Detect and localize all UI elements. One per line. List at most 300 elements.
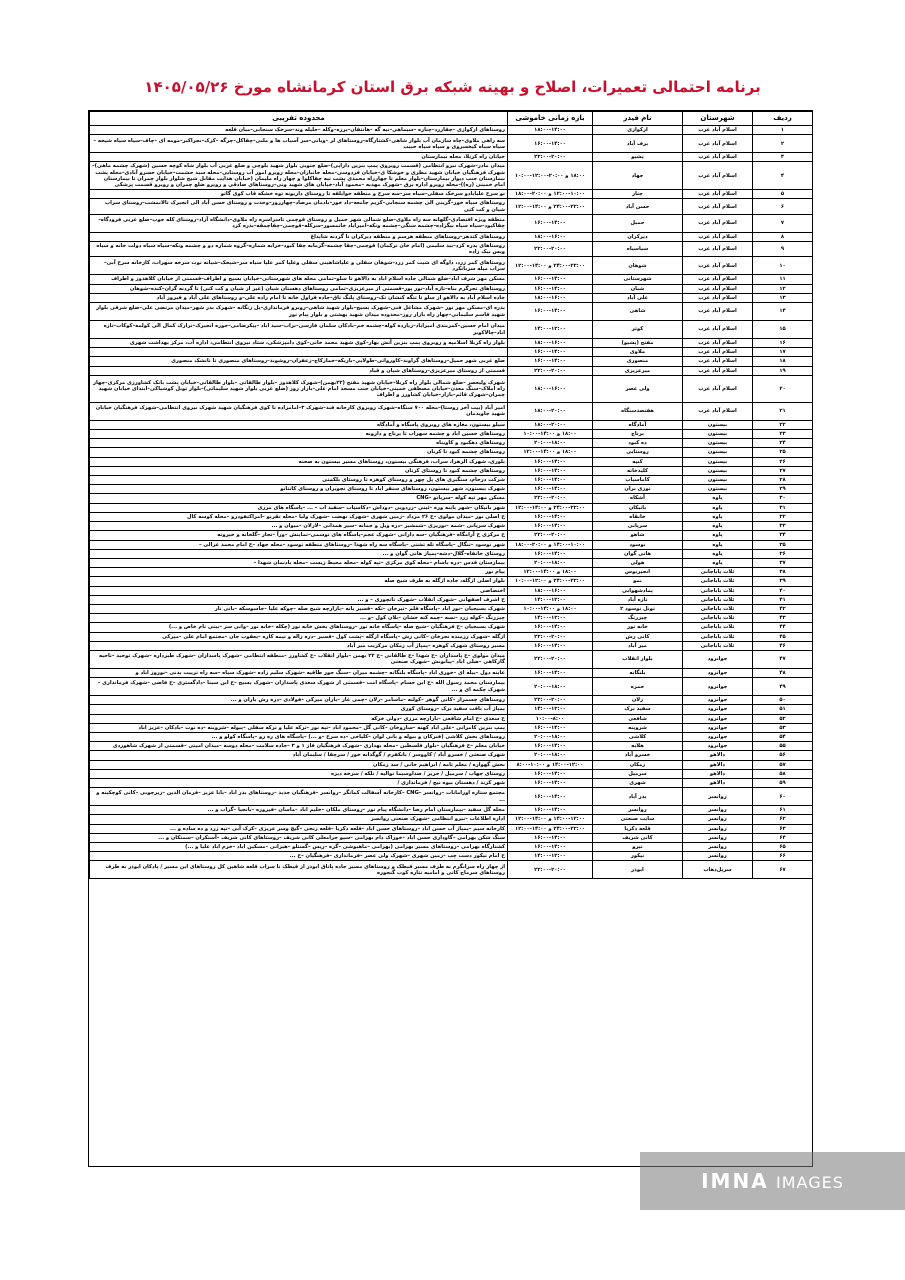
cell-city: بیستون xyxy=(683,476,753,485)
cell-outage-time: ۱۸:۰۰-۱۶:۰۰ xyxy=(508,293,593,302)
cell-row-number: ۵۳ xyxy=(753,723,813,732)
cell-feeder: شیان xyxy=(593,284,683,293)
cell-outage-time: ۱۶:۰۰-۱۴:۰۰ xyxy=(508,214,593,232)
table-row xyxy=(90,430,813,439)
cell-outage-time: ۱۶:۰۰-۱۴:۰۰ xyxy=(508,485,593,494)
table-row xyxy=(90,199,813,214)
cell-row-number: ۱۰ xyxy=(753,257,813,275)
cell-row-number: ۲۶ xyxy=(753,457,813,466)
cell-feeder: بمو xyxy=(593,577,683,586)
cell-area xyxy=(90,348,508,357)
cell-feeder: نیرو xyxy=(593,842,683,851)
table-row xyxy=(90,402,813,420)
cell-area: مجتمع ستاره اورامانات –روانسر –CNG –کارخانه آسفالت کمانگر –روانسر –فرهنگیان جدید –روستاهای بدر اباد –بابا عزیز –فرمان الدین –زیرجوبی –کانی کوچکینه و ... xyxy=(90,788,508,806)
cell-row-number: ۳۷ xyxy=(753,558,813,567)
cell-city: جوانرود xyxy=(683,723,753,732)
table-row xyxy=(90,696,813,705)
cell-city: ثلاث باباجانی xyxy=(683,577,753,586)
cell-area: روستای خانقاه–گلال–دشه–پمپاژ هانی گوان و ... xyxy=(90,549,508,558)
cell-area: خ سعدی –خ امام شافعی –بازارچه مرزی –دولی خرکه xyxy=(90,714,508,723)
table-row xyxy=(90,714,813,723)
cell-row-number: ۱۳ xyxy=(753,293,813,302)
cell-city: بیستون xyxy=(683,430,753,439)
cell-city: پاوه xyxy=(683,540,753,549)
table-row xyxy=(90,126,813,135)
cell-city: اسلام آباد غرب xyxy=(683,126,753,135)
cell-row-number: ۱۷ xyxy=(753,348,813,357)
cell-row-number: ۱۵ xyxy=(753,321,813,339)
cell-outage-time: ۲۲:۰۰-۲۰:۰۰ xyxy=(508,494,593,503)
cell-area: ازگله –شهرک رزمنده نجرخان –کانی رش –پاسگاه ازگله –پشت کول –قسیر –دره زاله و تیمه کاره –یعقوب جان –مجتمع امام علی –میرکی xyxy=(90,632,508,641)
cell-city: اسلام آباد غرب xyxy=(683,162,753,190)
cell-city: اسلام آباد غرب xyxy=(683,303,753,321)
cell-outage-time: ۲۰:۰۰-۱۸:۰۰ xyxy=(508,678,593,696)
cell-outage-time: ۱۸:۰۰-۱۶:۰۰ xyxy=(508,339,593,348)
cell-outage-time: ۲۴:۰۰-۲۲:۰۰ و ۱۲:۰۰-۱۰:۰۰ xyxy=(508,577,593,586)
cell-outage-time: ۱۸:۰۰ و ۲۰:۰۰-۱۲:۰۰-۱۰:۰۰ xyxy=(508,162,593,190)
cell-outage-time: ۱۶:۰۰-۱۴:۰۰ xyxy=(508,723,593,732)
table-row xyxy=(90,190,813,199)
table-row xyxy=(90,568,813,577)
cell-feeder: میر آباد xyxy=(593,641,683,650)
cell-feeder: روانسر xyxy=(593,806,683,815)
cell-area: خ مرکزی خ آرامگاه –فرهنگیان –سه دارانی –شهرک عجم–پاسگاه های نوسمی–نماینش –ورآ –نجار –گلخانه و خیرونه xyxy=(90,531,508,540)
cell-feeder: کاماسیاب xyxy=(593,476,683,485)
cell-outage-time: ۱۸:۰۰ و ۱۴:۰۰-۱۲:۰۰ xyxy=(508,448,593,457)
cell-outage-time: ۱۴:۰۰-۱۲:۰۰ xyxy=(508,705,593,714)
cell-outage-time: ۱۶:۰۰-۱۴:۰۰ xyxy=(508,457,593,466)
cell-feeder: جهاد xyxy=(593,162,683,190)
cell-feeder: کوثر xyxy=(593,321,683,339)
table-row xyxy=(90,742,813,751)
cell-outage-time: ۱۶:۰۰-۱۴:۰۰ xyxy=(508,275,593,284)
table-row xyxy=(90,678,813,696)
cell-feeder: روستایی xyxy=(593,448,683,457)
watermark-brand: IMNA xyxy=(701,1169,769,1193)
header-city: شهرستان xyxy=(683,112,753,126)
cell-city: ثلاث باباجانی xyxy=(683,604,753,613)
cell-area: شهر نوسود –تنگال –پاسگاه تله تشتی –پاسگاه سه راه شهدا –روستاهای منطقه نوسود –محله جهاد –خ امام محمد غزالی – xyxy=(90,540,508,549)
cell-row-number: ۵۹ xyxy=(753,778,813,787)
cell-outage-time: ۱۶:۰۰-۱۴:۰۰ xyxy=(508,357,593,366)
cell-row-number: ۱۹ xyxy=(753,366,813,375)
cell-feeder: بلنگانه xyxy=(593,668,683,677)
cell-city: جوانرود xyxy=(683,732,753,741)
table-row xyxy=(90,705,813,714)
cell-city: پاوه xyxy=(683,503,753,512)
cell-city: روانسر xyxy=(683,842,753,851)
cell-area: روستاهای کمر زرد، داوگه ای شیت کمر زرد–شوهان سفلی و علیاشاهینی سفلی وعلیا کمر علیا سیاه سر–شیخک–شیانه نوت سرخه سهراب، کارخانه سرخ آبی–سراب میله سربانکرد xyxy=(90,257,508,275)
cell-city: دالاهو xyxy=(683,778,753,787)
cell-city: دالاهو xyxy=(683,760,753,769)
cell-feeder: سرپانی xyxy=(593,522,683,531)
cell-city: بیستون xyxy=(683,466,753,475)
cell-row-number: ۲۲ xyxy=(753,420,813,429)
table-row xyxy=(90,494,813,503)
table-row xyxy=(90,153,813,162)
table-row xyxy=(90,549,813,558)
cell-feeder: شهری xyxy=(593,778,683,787)
cell-area: روستای چهاب / سرمیل / حریر / صداوسیما توالیه / تلکه / سرخه دیزه xyxy=(90,769,508,778)
cell-feeder: پشیو xyxy=(593,153,683,162)
table-row xyxy=(90,650,813,668)
cell-city: بیستون xyxy=(683,420,753,429)
cell-feeder: برناج xyxy=(593,430,683,439)
table-row xyxy=(90,632,813,641)
cell-outage-time: ۱۰:۰۰-۸:۰۰ xyxy=(508,714,593,723)
cell-feeder: کلیدخانه xyxy=(593,466,683,475)
cell-outage-time: ۲۲:۰۰-۲۰:۰۰ xyxy=(508,861,593,879)
cell-area: شهرک سرپانی –شمه –نوریزی –شمشیر –دره ویل و جمانه –سیر همدانی –لارلان –میوان و ... xyxy=(90,522,508,531)
cell-row-number: ۵۱ xyxy=(753,705,813,714)
table-row xyxy=(90,162,813,190)
cell-outage-time: ۲۲:۰۰-۲۰:۰۰ xyxy=(508,153,593,162)
table-row xyxy=(90,723,813,732)
document-title: برنامه احتمالی تعمیرات، اصلاح و بهینه شبکه برق استان کرمانشاه مورخ ۱۴۰۵/۰۵/۲۶ xyxy=(144,78,761,96)
cell-city: جوانرود xyxy=(683,678,753,696)
cell-area: روستاهای چشمه کبود تا کرنان xyxy=(90,448,508,457)
table-row xyxy=(90,614,813,623)
table-row xyxy=(90,540,813,549)
cell-outage-time: ۲۴:۰۰-۲۲:۰۰ و ۱۴:۰۰-۱۲:۰۰ xyxy=(508,824,593,833)
cell-outage-time: ۱۶:۰۰-۱۴:۰۰ xyxy=(508,788,593,806)
cell-row-number: ۹ xyxy=(753,242,813,257)
cell-feeder: ابوذر xyxy=(593,861,683,879)
cell-feeder: آمادگاه xyxy=(593,420,683,429)
cell-area: تو سرخ علیابادو سرخک سفلی–سیاه سر–سه سرخ و منطقه خوایلقه تا روستای داریونه توه خشکه قاب کوی گاتو xyxy=(90,190,508,199)
table-row xyxy=(90,788,813,806)
cell-feeder: کانی شریف xyxy=(593,833,683,842)
cell-city: بیستون xyxy=(683,439,753,448)
cell-outage-time: ۲۲:۰۰-۲۰:۰۰ xyxy=(508,366,593,375)
cell-city: جوانرود xyxy=(683,650,753,668)
cell-city: ثلاث باباجانی xyxy=(683,614,753,623)
cell-feeder: میرعزیزی xyxy=(593,366,683,375)
cell-outage-time: ۱۶:۰۰-۱۴:۰۰ xyxy=(508,549,593,558)
header-outage-time: بازه زمانی خاموشی xyxy=(508,112,593,126)
cell-row-number: ۱۶ xyxy=(753,339,813,348)
cell-feeder: خانقاه xyxy=(593,512,683,521)
cell-area: خیابان راه کربلا، محله بیمارستان xyxy=(90,153,508,162)
cell-area: میدان مولوی –خ پاسداران –خ شهدا –خ طالقانی –خ ۲۲ بهمن –بلوار انقلاب –خ کشاورز –منطقه انتظامی –شهرک پاسداران –شهرک طبرداره –شهرک توحید –ناحیه گاركاهی –صلى اباد –پیانونش –شهرک صنعتی xyxy=(90,650,508,668)
cell-city: ثلاث باباجانی xyxy=(683,641,753,650)
cell-row-number: ۳۸ xyxy=(753,568,813,577)
table-row xyxy=(90,512,813,521)
cell-row-number: ۴۹ xyxy=(753,678,813,696)
cell-row-number: ۳ xyxy=(753,153,813,162)
header-area: محدوده تقریبی xyxy=(90,112,508,126)
cell-row-number: ۶۳ xyxy=(753,824,813,833)
cell-outage-time: ۱۴:۰۰-۱۲:۰۰ xyxy=(508,852,593,861)
table-row xyxy=(90,420,813,429)
cell-row-number: ۲۹ xyxy=(753,485,813,494)
cell-city: اسلام آباد غرب xyxy=(683,339,753,348)
cell-area: امیر آباد (بیت آخر روستا)–محله ۷۰۰ ستگاه–شهرک رویروی کارخانه قند–شهرک ۳–امامزاده تا کوی فرهنگیان شهید شهرک نیروی انتظامی–شهرک فرهنگیان خیابان شهید جاویدمان xyxy=(90,402,508,420)
cell-row-number: ۴۱ xyxy=(753,595,813,604)
cell-city: ثلاث باباجانی xyxy=(683,568,753,577)
cell-outage-time: ۱۴:۰۰-۱۰:۰۰ و ۲۰:۰۰-۱۸:۰۰ xyxy=(508,540,593,549)
table-row xyxy=(90,861,813,879)
cell-feeder: تونل نوسود ۲ xyxy=(593,604,683,613)
table-row xyxy=(90,375,813,402)
cell-feeder: شافعی xyxy=(593,714,683,723)
cell-feeder: خانه نور xyxy=(593,623,683,632)
cell-area: روستاهای چسمراز –کانی گوهر –کولنه –ماسامر –زلان –چمی غار –باران میرکی –فولادی –دره رش باران و ... xyxy=(90,696,508,705)
cell-feeder: تازه آباد xyxy=(593,595,683,604)
cell-feeder: هفتصدستگاه xyxy=(593,402,683,420)
table-row xyxy=(90,339,813,348)
cell-city: ثلاث باباجانی xyxy=(683,595,753,604)
cell-outage-time: ۱۶:۰۰-۱۴:۰۰ xyxy=(508,512,593,521)
cell-area: مسیر روستای شهرک کوهره –پمپاژ آب زمکان مرکزیت میر آباد xyxy=(90,641,508,650)
cell-city: اسلام آباد غرب xyxy=(683,214,753,232)
cell-feeder: ارکوازی xyxy=(593,126,683,135)
cell-outage-time: ۱۶:۰۰-۱۴:۰۰ xyxy=(508,284,593,293)
watermark-suffix: IMAGES xyxy=(776,1173,844,1192)
cell-outage-time: ۱۶:۰۰-۱۴:۰۰ xyxy=(508,833,593,842)
table-row xyxy=(90,769,813,778)
cell-row-number: ۱۱ xyxy=(753,275,813,284)
table-row xyxy=(90,531,813,540)
cell-row-number: ۴۲ xyxy=(753,604,813,613)
cell-feeder: سیاسیاه xyxy=(593,242,683,257)
cell-row-number: ۵ xyxy=(753,190,813,199)
cell-row-number: ۲۵ xyxy=(753,448,813,457)
cell-area: عابنه دول –بیله ای –خوری اباد –پاسگاه بلنگانه –چشمه میران –سنگ جور طاقیه –شهرک سلیم زاده –شهرک سیاه –سه راه تربیت بدنی –نوروز اباد و xyxy=(90,668,508,677)
table-row xyxy=(90,522,813,531)
cell-city: اسلام آباد غرب xyxy=(683,357,753,366)
cell-outage-time: ۲۲:۰۰-۲۰:۰۰ xyxy=(508,632,593,641)
cell-area: سنگ شکن بهرامی –گاوداری حسن اباد –خوراک دام بهرامی –سپو جرامعلی کانی شریف –روستاهای کانی شریف –آسنکران –سمتکان و ... xyxy=(90,833,508,842)
cell-feeder: ده کبود xyxy=(593,439,683,448)
cell-row-number: ۲۸ xyxy=(753,476,813,485)
cell-area: شهرک بیستون، شهر بیستون، روستاهای سنقر اباد تا روستای نجوبران و روستای کانتانو xyxy=(90,485,508,494)
cell-city: روانسر xyxy=(683,788,753,806)
table-row xyxy=(90,577,813,586)
cell-area: شهرک بسیجیان –نور اباد –پاسگاه قلم –تیرخان –تکه –قسیر بانه –بازارچه شیخ صله –چوکه عليا –جاسوسکه –بانی نار xyxy=(90,604,508,613)
cell-feeder: شاهو xyxy=(593,531,683,540)
cell-row-number: ۸ xyxy=(753,232,813,241)
cell-outage-time: ۲۲:۰۰-۲۰:۰۰ xyxy=(508,650,593,668)
table-row xyxy=(90,751,813,760)
cell-outage-time: ۲۰:۰۰-۱۸:۰۰ xyxy=(508,751,593,760)
cell-area: روستاهای بدره کرد–بید سلیمی (امام خان ترکمان) قوچمی–چقا چشمه–گرمابه چقا کبود–خرابه شماره–گروه شماره دو و چشمه ونکه–سیاه سیاه دولت خانه و سیاه ویس بیک زاده xyxy=(90,242,508,257)
cell-outage-time: ۱۶:۰۰-۱۴:۰۰ xyxy=(508,842,593,851)
cell-row-number: ۴۶ xyxy=(753,641,813,650)
cell-feeder: حمیل xyxy=(593,214,683,232)
cell-feeder: حسن آباد xyxy=(593,199,683,214)
cell-row-number: ۳۹ xyxy=(753,577,813,586)
cell-feeder: هلایه xyxy=(593,742,683,751)
cell-area: محله گل سفید –بیمارستان امام رضا –دانشگاه پیام نور –روستای ملکان –خلیم اباد –ماسان –فیروزه –بانجیا –گراب و ... xyxy=(90,806,508,815)
cell-row-number: ۲ xyxy=(753,135,813,153)
cell-feeder: منصوری xyxy=(593,357,683,366)
table-row xyxy=(90,439,813,448)
cell-row-number: ۶۷ xyxy=(753,861,813,879)
cell-city: سرپل‌ذهاب xyxy=(683,861,753,879)
table-row xyxy=(90,604,813,613)
cell-outage-time: ۲۴:۰۰-۲۲:۰۰ و ۱۴:۰۰-۱۲:۰۰ xyxy=(508,503,593,512)
cell-outage-time: ۱۶:۰۰-۱۴:۰۰ xyxy=(508,778,593,787)
cell-area: روستاهای سیاه خور–گرینی الی چشمه سنجابی–کریم جامعه–داد خور–بادمان مرصاد–چهارزور–وحدت و روستای حسن آباد الی انجیرک تالانمشت–روستای سراب شیان و کت کنی xyxy=(90,199,508,214)
cell-row-number: ۶۱ xyxy=(753,806,813,815)
outage-schedule-table xyxy=(89,111,813,879)
cell-area: پمپ بنزین کامرانی –علی اباد کهنه –ساروخان –کانی گل –محمود اباد –تپه نور –ترکه عليا و ترکه سفلی –بیوله –شروینه –ده نوت –بادکان –عزیز اباد xyxy=(90,723,508,732)
cell-area: خ اشرف اصفهانی –شهرک انقلاب –شهرک تاتچوری – و ... xyxy=(90,595,508,604)
cell-outage-time: ۱۶:۰۰-۱۴:۰۰ xyxy=(508,522,593,531)
cell-area: جاده اسلام آباد به دالاهو از سلو تا تنگه کنشان تک–روستای پلنگ تاق–جاده قراول خانه تا امام زاده علی–و روستاهای علی آباد و فیروز آباد xyxy=(90,293,508,302)
cell-row-number: ۱ xyxy=(753,126,813,135)
cell-feeder: حمزه xyxy=(593,678,683,696)
cell-city: اسلام آباد غرب xyxy=(683,366,753,375)
cell-area: میدان مادر–شهرک نیرو انتظامی (قسمت رویروی پمپ بنزین دارایی)–ضلع جنوبی بلوار شهید بلوچی و ضلع غربی آب بلوار شاه کوچه حسین (شهرک چشمه ماهی)–شهرک فرهنگیان خیابان شهید مطری و خوشکا ی–خیابان فردوسی–محله جانبازان–محله رویرو امور آب روستایی–محله سید حشمت–خیابان خسرو آبادی–محله پشت بیمارستان جنب دیوار بیمارستان–بلوار معلم تا چهارراه محمدی پشت تپه چقاکلوا و چهار راه ملیمان (خیابان هدایت مقابل شیخ شلوار بلوار چمران تا بیمارستان امام خمینی (ره))–محله رویرو اداره برق –شهرک مهدیه –محمود آباد–خیابان های شهید ونی–روستاهای صادقی و رویرو ضلع چمران و رویرو قسمت پزشکی xyxy=(90,162,508,190)
outage-table-container xyxy=(88,110,813,1167)
cell-outage-time: ۱۸:۰۰-۱۶:۰۰ xyxy=(508,375,593,402)
cell-row-number: ۴۰ xyxy=(753,586,813,595)
cell-city: جوانرود xyxy=(683,696,753,705)
cell-area: خ امام نیکور دست چپ –زمین شهری –شهرک ولی عصر –فرمانداری –فرهنگیان –خ ... xyxy=(90,852,508,861)
cell-area: پمپاژ آب بافت سفید برک –روستای کوری xyxy=(90,705,508,714)
cell-outage-time: ۲۴:۰۰-۲۲:۰۰ و ۱۴:۰۰-۱۲:۰۰ xyxy=(508,199,593,214)
table-row xyxy=(90,321,813,339)
table-row xyxy=(90,135,813,153)
cell-city: اسلام آباد غرب xyxy=(683,321,753,339)
cell-outage-time: ۱۶:۰۰-۱۴:۰۰ xyxy=(508,769,593,778)
cell-outage-time: ۱۶:۰۰-۱۴:۰۰ xyxy=(508,641,593,650)
header-row-number: ردیف xyxy=(753,112,813,126)
cell-area: بیمارستان قدس –دره باسام –محله کوی مرکزی –تپه کوله –محله محیط زیست –محله بادنمان شهدا – xyxy=(90,558,508,567)
cell-outage-time: ۲۰:۰۰-۱۸:۰۰ xyxy=(508,558,593,567)
table-row xyxy=(90,833,813,842)
table-row xyxy=(90,357,813,366)
cell-outage-time: ۱۴:۰۰-۱۲:۰۰ xyxy=(508,321,593,339)
cell-area: شهر کرند / دهستان بیوه نیج / فرمانداری / xyxy=(90,778,508,787)
table-row xyxy=(90,806,813,815)
cell-row-number: ۵۶ xyxy=(753,751,813,760)
cell-city: روانسر xyxy=(683,815,753,824)
cell-feeder: شهرستانی xyxy=(593,275,683,284)
cell-area: بیمارستان محمد رسول الله –خ ابن حسام –پاسگاه امت –قسمتی از شهرک سعدی پاسداران –شهرک بسیج –خ ابن سینا –دادگستری –خ فاضی –شهرک فرمانداری –شهرک چکمه ای و ... xyxy=(90,678,508,696)
cell-area: خ اصلی نور –میدان مولوی –خ ۲۶ مرداد –زمین شهری –شهرک نهضت –شهرک ولیا –محله تقرنو –امراکنفودرو –محله کوسه کال xyxy=(90,512,508,521)
table-row xyxy=(90,595,813,604)
table-row xyxy=(90,641,813,650)
cell-row-number: ۴۸ xyxy=(753,668,813,677)
cell-area: ضلع غربی شهر حمیل–روستاهای گراوند–کاورواتی–طولابی–باریکه–خمازکاج–زعفران–روشوند–روستاهای منصوری تا تانشک منصوری xyxy=(90,357,508,366)
cell-city: اسلام آباد غرب xyxy=(683,257,753,275)
cell-row-number: ۶۰ xyxy=(753,788,813,806)
cell-row-number: ۴۵ xyxy=(753,632,813,641)
cell-area: شهرک صنعتی / خسرو آباد / کاووسر / بانکفرم / گوگدانه خور / سرچقا / سلیمان آباد xyxy=(90,751,508,760)
cell-area: بلوار راه کربلا اسلامیه و روبروی پمپ بنزین آتش بهار–کوی شهید محمد خانی–کوی دامپزشکی، ستاد نیروی انتظامی، اداره آب، مرکز بهداشت شهری xyxy=(90,339,508,348)
cell-feeder: ولی عصر xyxy=(593,375,683,402)
cell-city: اسلام آباد غرب xyxy=(683,242,753,257)
cell-area: روستاهای بخش کلاشی (فنرکان و بیوله و بانی لوان –کلیاخی –ده سرخ –و ...) –پاسگاه های ره رو –پاسگاه کولو و ... xyxy=(90,732,508,741)
cell-row-number: ۶۲ xyxy=(753,815,813,824)
cell-outage-time: ۱۸:۰۰-۲۰:۰۰ xyxy=(508,420,593,429)
cell-area: شهرک بسیجیان –خ فرهنگیان –شیخ صله –پاسگاه خانه نور –روستاهای بخش خانه نور (چکله –خانه نور –وانی سر –بینی نام خاص و ...) xyxy=(90,623,508,632)
cell-feeder: آشکاه xyxy=(593,494,683,503)
cell-area: سه راهی ملاوی–چاه سازمان آب بلوار شاهی–کشتارگاه–روستاهای لر –وبانی–سر آسیاب ها و ملتی–چقاکل–چرگه –کرک–نجراکبر–مومه ای –چاف–سیاه سیاه شیخه –سیاه سیاه کیخسروی و سیاه سیاه حبیب xyxy=(90,135,508,153)
cell-city: بیستون xyxy=(683,448,753,457)
table-row xyxy=(90,232,813,241)
table-row xyxy=(90,242,813,257)
cell-outage-time: ۱۲:۰۰-۱۰:۰۰ و ۲۰:۰۰-۱۸:۰۰ xyxy=(508,190,593,199)
cell-row-number: ۳۳ xyxy=(753,522,813,531)
cell-city: ثلاث باباجانی xyxy=(683,632,753,641)
cell-feeder: شاهی xyxy=(593,303,683,321)
cell-area: روستاهای چشمه کبود تا روستای کرنان xyxy=(90,466,508,475)
cell-city: اسلام آباد غرب xyxy=(683,375,753,402)
table-row xyxy=(90,275,813,284)
cell-row-number: ۴۴ xyxy=(753,623,813,632)
cell-city: اسلام آباد غرب xyxy=(683,402,753,420)
cell-feeder: برف آباد xyxy=(593,135,683,153)
cell-row-number: ۴۳ xyxy=(753,614,813,623)
cell-city: ثلاث باباجانی xyxy=(683,586,753,595)
cell-area: چیزرنگ –کوله زرد –نسه –چمه کنه خشان –بلان کول –و ... xyxy=(90,614,508,623)
cell-feeder: شوهان xyxy=(593,257,683,275)
cell-feeder: نیکور xyxy=(593,852,683,861)
cell-city: پاوه xyxy=(683,494,753,503)
cell-feeder: مفتح (پشیو) xyxy=(593,339,683,348)
cell-outage-time: ۱۸:۰۰-۱۶:۰۰ xyxy=(508,232,593,241)
cell-area: قسمتی از روستای میرعزیزی–روستاهای شیان و قباد xyxy=(90,366,508,375)
cell-feeder: کانی رش xyxy=(593,632,683,641)
cell-feeder: کلاشی xyxy=(593,732,683,741)
cell-outage-time: ۲۲:۰۰-۲۰:۰۰ xyxy=(508,696,593,705)
table-row xyxy=(90,815,813,824)
table-header-row xyxy=(90,112,813,126)
cell-outage-time: ۱۶:۰۰-۱۴:۰۰ xyxy=(508,623,593,632)
cell-row-number: ۷ xyxy=(753,214,813,232)
cell-area: از چهار راه سرابگرم به طرف مسیر قیطک و روستاهای مسیر جاده پاتاق ابوذر از قیطک تا سراب قلعه شاهین کل روستاهای این مسیر / پادکان ابوذر به طرف روستاهای سرماج کانی و امامیه نتاره کوب گنجوره xyxy=(90,861,508,879)
cell-outage-time: ۱۸:۰۰ و ۱۴:۰۰-۱۰:۰۰ xyxy=(508,430,593,439)
cell-city: ثلاث باباجانی xyxy=(683,623,753,632)
cell-outage-time: ۱۶:۰۰-۱۴:۰۰ xyxy=(508,668,593,677)
table-row xyxy=(90,257,813,275)
cell-city: دالاهو xyxy=(683,769,753,778)
cell-feeder: خسرو آباد xyxy=(593,751,683,760)
table-body xyxy=(90,126,813,879)
cell-city: جوانرود xyxy=(683,705,753,714)
cell-city: پاوه xyxy=(683,531,753,540)
cell-outage-time: ۱۸:۰۰ و ۱۴:۰۰-۱۰:۰۰ xyxy=(508,604,593,613)
cell-city: روانسر xyxy=(683,833,753,842)
cell-feeder: زلان xyxy=(593,696,683,705)
cell-feeder: سایت صنعتی xyxy=(593,815,683,824)
cell-feeder: چنار xyxy=(593,190,683,199)
cell-row-number: ۲۰ xyxy=(753,375,813,402)
cell-feeder: هولی xyxy=(593,558,683,567)
cell-outage-time: ۱۴:۰۰-۱۲:۰۰ xyxy=(508,595,593,604)
table-row xyxy=(90,842,813,851)
cell-city: دالاهو xyxy=(683,751,753,760)
cell-row-number: ۳۲ xyxy=(753,512,813,521)
table-row xyxy=(90,623,813,632)
cell-row-number: ۵۲ xyxy=(753,714,813,723)
cell-outage-time: ۱۶:۰۰-۱۴:۰۰ xyxy=(508,348,593,357)
cell-area: مسکن مهر تپه کوله –سرپانو –CNG xyxy=(90,494,508,503)
cell-city: پاوه xyxy=(683,558,753,567)
cell-feeder: شروینه xyxy=(593,723,683,732)
cell-city: پاوه xyxy=(683,512,753,521)
cell-row-number: ۳۵ xyxy=(753,540,813,549)
cell-city: پاوه xyxy=(683,549,753,558)
cell-area: مسکن مهر شرف اباد–ضلع شمالی جاده اسلام اباد به دالاهو تا سلو–تمامی محله های شهرستانی–خیابان بسیج و اطراف–قسمتی از خیابان کلاهدوز و اطراف xyxy=(90,275,508,284)
table-row xyxy=(90,303,813,321)
cell-row-number: ۲۱ xyxy=(753,402,813,420)
cell-row-number: ۵۰ xyxy=(753,696,813,705)
